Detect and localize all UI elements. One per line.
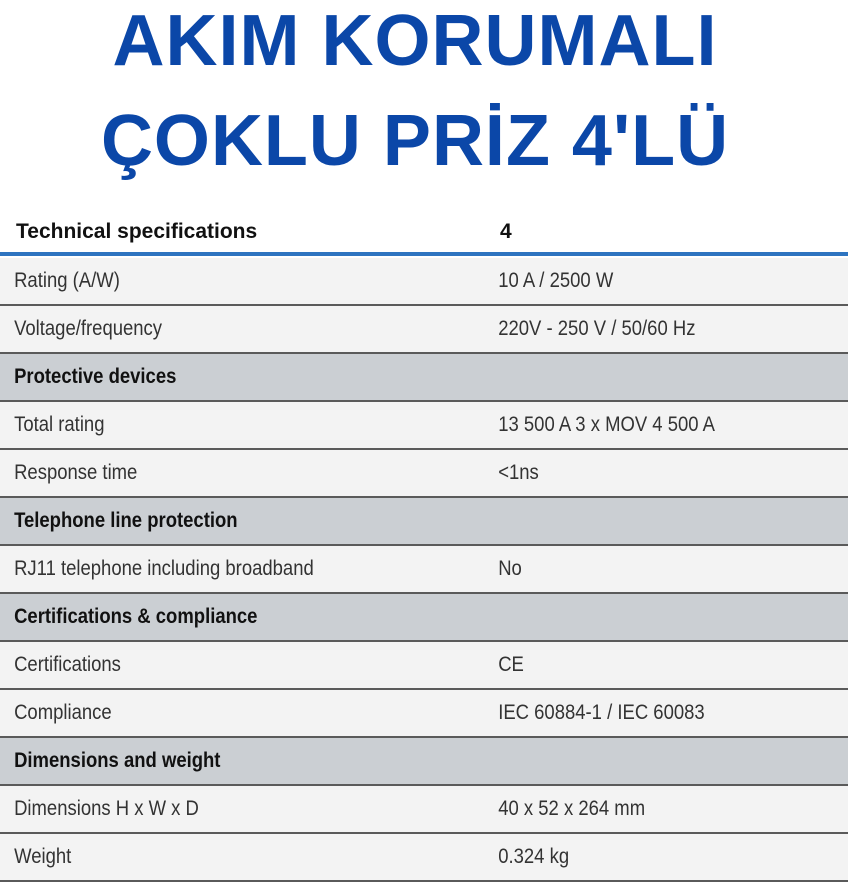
- row-label: Dimensions and weight: [14, 749, 221, 772]
- spec-table: [0, 212, 848, 882]
- table-row: [0, 258, 848, 306]
- table-row: [0, 786, 848, 834]
- table-row: [0, 834, 848, 882]
- table-row: [0, 450, 848, 498]
- row-label: Certifications & compliance: [14, 605, 258, 628]
- table-row: [0, 546, 848, 594]
- section-header-row: [0, 498, 848, 546]
- header-value: 4: [500, 220, 512, 243]
- table-row: [0, 690, 848, 738]
- section-header-row: [0, 354, 848, 402]
- row-label: Rating (A/W): [14, 269, 120, 292]
- row-label: Telephone line protection: [14, 509, 238, 532]
- table-row: [0, 642, 848, 690]
- row-value: IEC 60884-1 / IEC 60083: [498, 701, 705, 724]
- table-header: [0, 212, 848, 256]
- row-value: CE: [498, 653, 524, 676]
- row-label: Voltage/frequency: [14, 317, 163, 340]
- title-line-1: AKIM KORUMALI: [112, 1, 718, 81]
- row-value: 10 A / 2500 W: [498, 269, 614, 292]
- row-label: RJ11 telephone including broadband: [14, 557, 314, 580]
- row-label: Compliance: [14, 701, 112, 724]
- row-label: Protective devices: [14, 365, 177, 388]
- table-row: [0, 306, 848, 354]
- title-line-2: ÇOKLU PRİZ 4'LÜ: [100, 101, 730, 181]
- section-header-row: [0, 738, 848, 786]
- row-label: Certifications: [14, 653, 121, 676]
- row-label: Weight: [14, 845, 72, 868]
- row-label: Dimensions H x W x D: [14, 797, 199, 820]
- row-value: 220V - 250 V / 50/60 Hz: [498, 317, 696, 340]
- header-label: Technical specifications: [16, 220, 258, 243]
- row-value: 13 500 A 3 x MOV 4 500 A: [498, 413, 715, 436]
- section-header-row: [0, 594, 848, 642]
- table-row: [0, 402, 848, 450]
- row-value: 0.324 kg: [498, 845, 570, 868]
- row-value: 40 x 52 x 264 mm: [498, 797, 646, 820]
- row-label: Total rating: [14, 413, 105, 436]
- row-value: No: [498, 557, 522, 580]
- row-label: Response time: [14, 461, 138, 484]
- row-value: <1ns: [498, 461, 539, 484]
